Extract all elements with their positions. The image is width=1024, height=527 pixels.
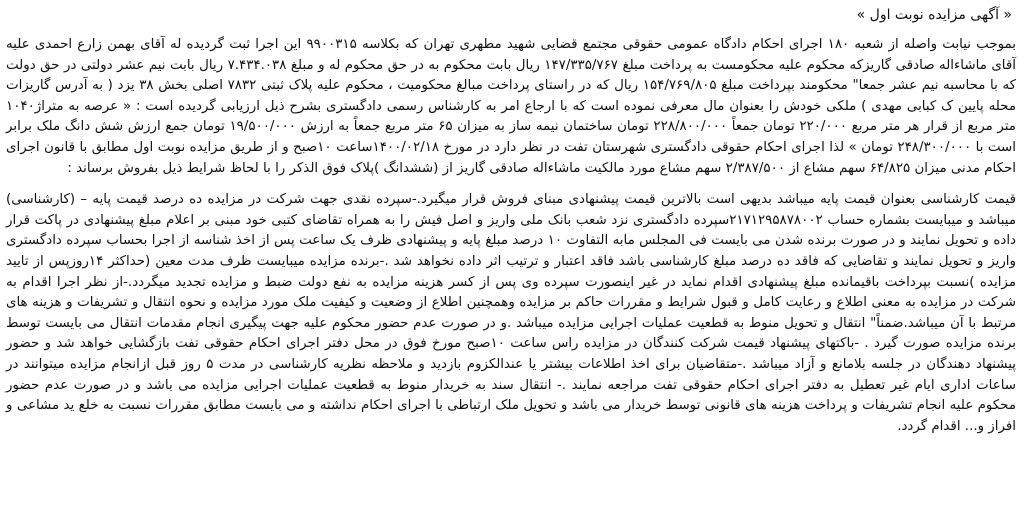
notice-paragraph-judgment: بموجب نیابت واصله از شعبه ۱۸۰ اجرای احکام دادگاه عمومی حقوقی مجتمع قضایی شهید مطهری تهران که بکلاسه ۹۹۰۰۳۱۵ این اجرا ثبت گردیده له آقای بهمن زارع احمدی علیه آقای ماشاءاله صادقی گاریزکه محکوم علیه محکومست به پرداخت مبلغ ۱۴۷/۳۳۵/۷۶۷ ریال بابت محکوم به در حق محکوم له و مبلغ ۷.۴۳۴.۰۳۸ ریال بابت نیم عشر دولتی در حق دولت که با محاسبه نیم عشر جمعا" محکومند بپرداخت مبلغ ۱۵۴/۷۶۹/۸۰۵ ریال که در راستای پرداخت مبالغ محکومیت ، محکوم علیه پلاک ثبتی ۷۸۳۲ اصلی بخش ۳۸ یزد ( به آدرس گاریزات محله پایین ک کبابی مهدی ) ملکی خودش را بعنوان مال معرفی نموده است که با ارجاع امر به کارشناس رسمی دادگستری بشرح ذیل ارزیابی گردیده است : « عرصه به متراژ۱۰۴۰ متر مربع از قرار هر متر مربع ۲۲۰/۰۰۰ تومان جمعاً ۲۲۸/۸۰۰/۰۰۰ تومان ساختمان نیمه ساز به میزان ۶۵ متر مربع جمعاً به ارزش ۱۹/۵۰۰/۰۰۰ تومان جمع ارزش شش دانگ ملک برابر است با ۲۴۸/۳۰۰/۰۰۰ تومان » لذا اجرای احکام حقوقی دادگستری شهرستان تفت در نظر دارد در مورخ ۱۴۰۰/۰۲/۱۸ساعت ۱۰صبح و از طریق مزایده نوبت اول مطابق با قانون اجرای احکام مدنی میزان ۶۴/۸۲۵ سهم مشاع از ۲/۳۸۷/۵۰۰ سهم مشاع مورد مالکیت ماشاءاله صادقی گاریز از (ششدانگ )پلاک فوق الذکر را با لحاظ شرایط ذیل بفروش برساند :	[6, 37, 1016, 176]
notice-title: « آگهی مزایده نوبت اول »	[856, 7, 1012, 23]
notice-paragraph-conditions: قیمت کارشناسی بعنوان قیمت پایه میباشد بدیهی است بالاترین قیمت پیشنهادی مبنای فروش قرار میگیرد.-سپرده نقدی جهت شرکت در مزایده ده درصد قیمت پایه – (کارشناسی) میباشد و میبایست بشماره حساب ۲۱۷۱۲۹۵۸۷۸۰۰۲سپرده دادگستری نزد شعب بانک ملی واریز و اصل فیش را به همراه تقاضای کتبی خود مبنی بر اعلام مبلغ پیشنهادی در پاکت قرار داده و تحویل نمایند و در صورت برنده شدن می بایست فی المجلس مابه التفاوت ۱۰ درصد مبلغ پایه و پیشنهادی ظرف یک ساعت پس از اخذ شناسه از اجرا بحساب سپرده دادگستری واریز و تحویل نمایند و تقاضایی که فاقد ده درصد مبلغ کارشناسی باشد فاقد اعتبار و ترتیب اثر داده نخواهد شد .-برنده مزایده میبایست ظرف مدت معین (حداکثر ۱۴روزپس از تایید مزایده )نسبت بپرداخت باقیمانده مبلغ پیشنهادی اقدام نماید در غیر اینصورت سپرده وی پس از کسر هزینه مزایده به نفع دولت ضبط و مزایده تجدید میگردد.-از نظر اجرا اقدام به شرکت در مزایده به معنی اطلاع و رعایت کامل و قبول شرایط و مقررات حاکم بر مزایده وهمچنین اطلاع از وضعیت و کیفیت ملک مورد مزایده و نحوه انتقال و تشریفات و هزینه های مرتبط با آن میباشد.ضمناً" انتقال و تحویل منوط به قطعیت عملیات اجرایی مزایده میباشد .و در صورت عدم حضور محکوم علیه جهت پیگیری انجام مقدمات انتقال می بایست توسط برنده مزایده صورت گیرد . -باکتهای پیشنهاد قیمت شرکت کنندگان در مزایده راس ساعت ۱۰صبح مورخ فوق در محل دفتر اجرای احکام حقوقی تفت بازگشایی خواهد شد و حضور پیشنهاد دهندگان در جلسه بلامانع و آزاد میباشد .-متقاضیان برای اخذ اطلاعات بیشتر یا عندالکزوم بازدید و ملاحظه نظریه کارشناسی در مدت ۵ روز قبل ازانجام مزایده میتوانند در ساعات اداری ایام غیر تعطیل به دفتر اجرای احکام حقوقی تفت مراجعه نمایند .- انتقال سند به خریدار منوط به قطعیت عملیات اجرایی مزایده می باشد و در صورت عدم حضور محکوم علیه انجام تشریفات و پرداخت هزینه های قانونی توسط خریدار می باشد و تحویل ملک ارتباطی با اجرای احکام نداشته و می بایست مطابق مقررات نسبت به خلع ید مشاعی و افراز و... اقدام گردد.	[6, 192, 1016, 434]
